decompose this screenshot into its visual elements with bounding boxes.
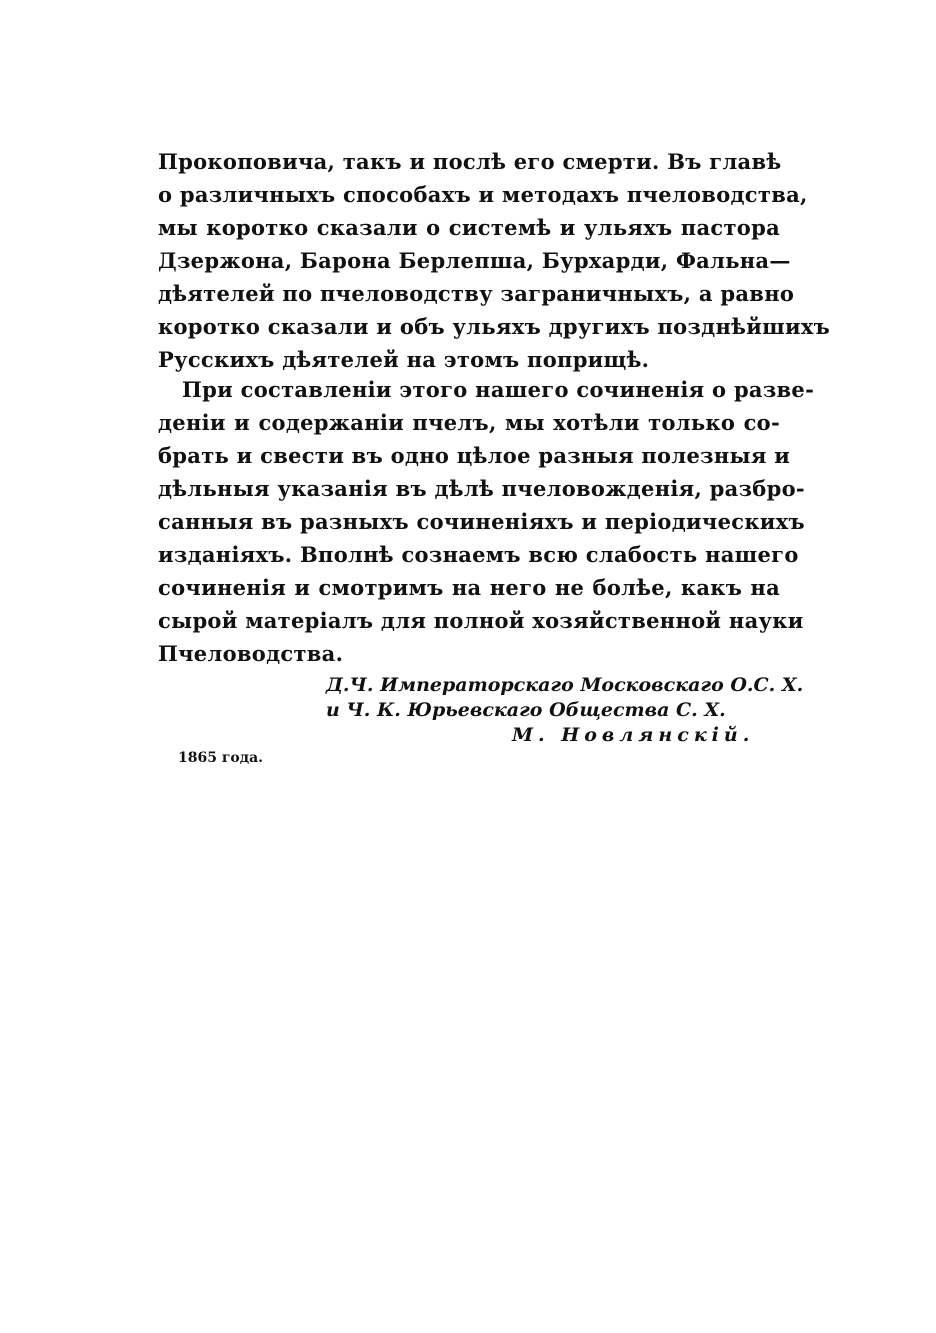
publication-date: 1865 года.	[178, 750, 264, 766]
text-line: мы коротко сказали о системѣ и ульяхъ пастора	[158, 215, 780, 240]
text-line: изданіяхъ. Вполнѣ сознаемъ всю слабость нашего	[158, 542, 799, 567]
text-line: брать и свести въ одно цѣлое разныя полезныя и	[158, 443, 791, 468]
text-line: о различныхъ способахъ и методахъ пчеловодства,	[158, 182, 808, 207]
text-line: Дзержона, Барона Берлепша, Бурхарди, Фальна—	[158, 248, 791, 273]
text-line: Русскихъ дѣятелей на этомъ поприщѣ.	[158, 347, 650, 372]
signature-affiliation-2: и Ч. К. Юрьевскаго Общества С. Х.	[326, 699, 726, 721]
text-line: Прокоповича, такъ и послѣ его смерти. Въ главѣ	[158, 149, 782, 174]
text-line: дѣятелей по пчеловодству заграничныхъ, а равно	[158, 281, 795, 306]
text-line: санныя въ разныхъ сочиненіяхъ и періодическихъ	[158, 509, 805, 534]
text-line: Пчеловодства.	[158, 641, 344, 666]
text-line: сочиненія и смотримъ на него не болѣе, какъ на	[158, 575, 780, 600]
text-line: дѣльныя указанія въ дѣлѣ пчеловожденія, разбро-	[158, 476, 805, 501]
signature-affiliation-1: Д.Ч. Императорскаго Московскаго О.С. Х.	[326, 674, 804, 696]
text-line: При составленіи этого нашего сочиненія о разве-	[182, 377, 815, 402]
text-line: сырой матеріалъ для полной хозяйственной науки	[158, 608, 804, 633]
signature-author: М. Новлянскій.	[512, 724, 755, 746]
text-line: деніи и содержаніи пчелъ, мы хотѣли только со-	[158, 410, 780, 435]
text-line: коротко сказали и объ ульяхъ другихъ позднѣйшихъ	[158, 314, 831, 339]
